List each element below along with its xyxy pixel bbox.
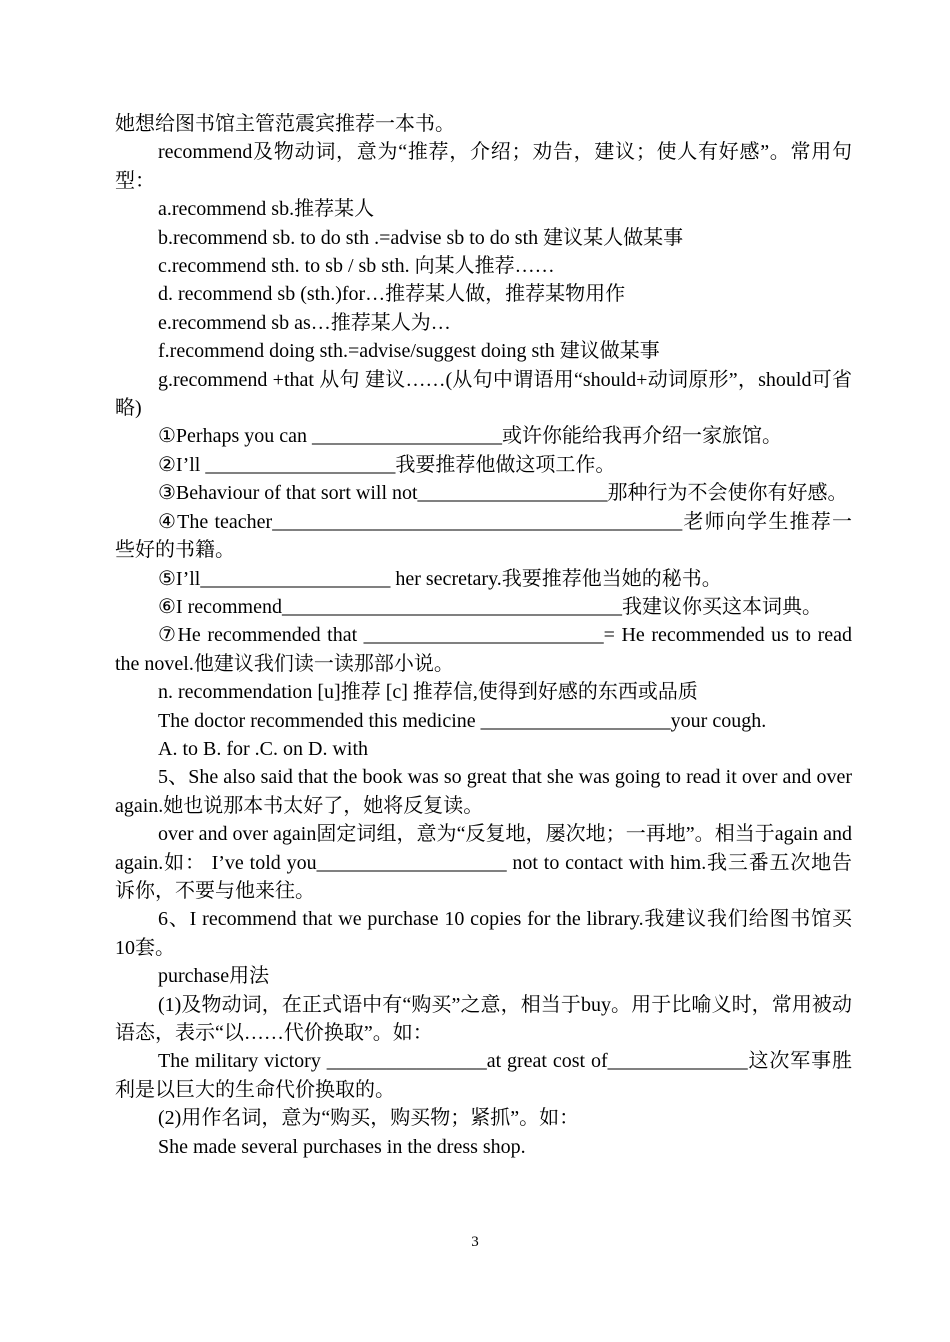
exercise-5: ⑤I’ll___________________ her secretary.我要推荐他当她的秘书。: [158, 567, 722, 590]
pattern-c: c.recommend sth. to sb / sb sth. 向某人推荐……: [158, 255, 555, 278]
over-and-over-again-note: over and over again固定词组，意为“反复地，屡次地；一再地”。相当于again and again.如： I’ve told you___________________ not to contact with him.我三番五次地告诉你，不要与他来往。: [115, 823, 852, 902]
sentence-6: 6、I recommend that we purchase 10 copies for the library.我建议我们给图书馆买10套。: [115, 908, 852, 959]
document-body: [115, 110, 852, 1161]
pattern-a: a.recommend sb.推荐某人: [158, 198, 375, 221]
pattern-e: e.recommend sb as…推荐某人为…: [158, 311, 451, 334]
pattern-d: d. recommend sb (sth.)for…推荐某人做，推荐某物用作: [158, 283, 626, 306]
page-number: 3: [471, 1234, 479, 1250]
exercise-2: ②I’ll ___________________我要推荐他做这项工作。: [158, 453, 616, 476]
paragraph-recommend-definition: recommend及物动词，意为“推荐，介绍；劝告，建议；使人有好感”。常用句型：: [115, 141, 852, 192]
exercise-7: ⑦He recommended that ________________________= He recommended us to read the novel.他建议我们读一读那部小说。: [115, 624, 852, 675]
sentence-5: 5、She also said that the book was so great that she was going to read it over and over again.她也说那本书太好了，她将反复读。: [115, 766, 852, 817]
exercise-4: ④The teacher_________________________________________老师向学生推荐一些好的书籍。: [115, 510, 852, 562]
noun-recommendation: n. recommendation [u]推荐 [c] 推荐信,使得到好感的东西或品质: [158, 681, 698, 704]
paragraph-intro: 她想给图书馆主管范震宾推荐一本书。: [115, 113, 455, 135]
purchase-noun-example: She made several purchases in the dress shop.: [158, 1135, 526, 1158]
pattern-b: b.recommend sb. to do sth .=advise sb to do sth 建议某人做某事: [158, 226, 684, 249]
purchase-usage-heading: purchase用法: [158, 965, 270, 988]
exercise-1: ①Perhaps you can ___________________或许你能给我再介绍一家旅馆。: [158, 425, 783, 448]
pattern-f: f.recommend doing sth.=advise/suggest doing sth 建议做某事: [158, 340, 660, 363]
pattern-g: g.recommend +that 从句 建议……(从句中谓语用“should+动词原形”，should可省略): [115, 368, 852, 420]
question-options: A. to B. for .C. on D. with: [158, 737, 368, 760]
exercise-6: ⑥I recommend__________________________________我建议你买这本词典。: [158, 595, 822, 618]
purchase-verb-usage: (1)及物动词，在正式语中有“购买”之意，相当于buy。用于比喻义时，常用被动语态，表示“以……代价换取”。如：: [115, 993, 852, 1044]
exercise-3: ③Behaviour of that sort will not___________________那种行为不会使你有好感。: [158, 482, 848, 505]
question-stem: The doctor recommended this medicine ___________________your cough.: [158, 709, 767, 732]
purchase-noun-usage: (2)用作名词，意为“购买，购买物；紧抓”。如：: [158, 1107, 580, 1130]
purchase-verb-example: The military victory ________________at great cost of______________这次军事胜利是以巨大的生命代价换取的。: [115, 1050, 852, 1101]
